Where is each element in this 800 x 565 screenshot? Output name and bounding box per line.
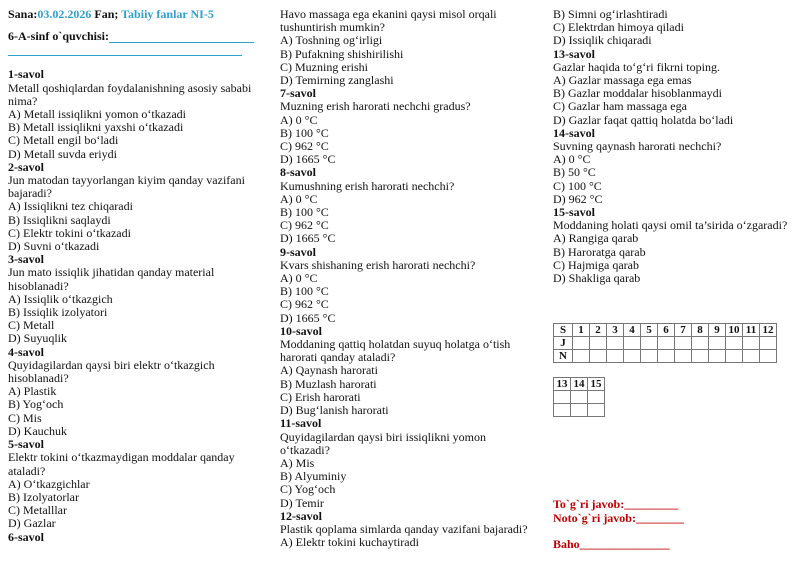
answer-grid-2 [553, 377, 605, 417]
subject-label: Fan [94, 7, 115, 21]
grid-answer-cell[interactable] [624, 337, 641, 350]
answer-grid-1 [553, 323, 777, 363]
answer-option[interactable]: C) Muzning erishi [280, 59, 368, 74]
answer-option[interactable]: A) Mis [280, 455, 315, 470]
question-block [280, 417, 535, 509]
answer-option[interactable]: C) Metalllar [8, 503, 67, 518]
question-number: 3-savol [8, 252, 44, 267]
grid-answer-cell[interactable] [554, 404, 571, 417]
grid-answer-cell[interactable] [571, 404, 588, 417]
question-block [280, 166, 535, 245]
question-number: 1-savol [8, 67, 44, 82]
question-block [553, 48, 793, 127]
question-block [8, 438, 258, 530]
grid-answer-cell[interactable] [571, 391, 588, 404]
student-label: 6-A-sinf o`quvchisi [8, 29, 106, 44]
grid-answer-cell[interactable] [709, 337, 726, 350]
grid-question-number: 3 [607, 324, 624, 337]
answer-option[interactable]: C) Erish harorati [280, 389, 361, 404]
grid-row [554, 404, 605, 417]
grid-answer-cell[interactable] [743, 337, 760, 350]
question-block [8, 161, 258, 253]
grid-question-number: 1 [573, 324, 590, 337]
question-number: 11-savol [280, 416, 322, 431]
answer-option[interactable]: D) Shakliga qarab [553, 271, 641, 286]
grid-question-number: 12 [760, 324, 777, 337]
grid-question-number: 4 [624, 324, 641, 337]
grid-row [554, 391, 605, 404]
answer-option[interactable]: A) Metall issiqlikni yomon o‘tkazadi [8, 107, 186, 122]
answer-option[interactable]: B) Haroratga qarab [553, 244, 646, 259]
answer-option[interactable]: B) 100 °C [280, 284, 329, 299]
grid-question-number: 7 [675, 324, 692, 337]
grid-answer-cell[interactable] [675, 337, 692, 350]
question-block [8, 253, 258, 345]
column-3-questions [553, 8, 793, 285]
grid-question-number: 9 [709, 324, 726, 337]
answer-option[interactable]: B) Pufakning shishirilishi [280, 46, 404, 61]
answer-option[interactable]: C) 962 °C [280, 297, 329, 312]
grid-answer-cell[interactable] [658, 350, 675, 363]
question-block [280, 246, 535, 325]
answer-option[interactable]: C) Yog‘och [280, 482, 336, 497]
question-text: Kumushning erish harorati nechchi? [280, 178, 455, 193]
answer-option[interactable]: B) Muzlash harorati [280, 376, 377, 391]
student-line: 6-A-sinf o`quvchisi: [8, 30, 258, 43]
header-line: Sana:03.02.2026 Fan; Tabiiy fanlar NI-5 [8, 7, 214, 21]
grid-question-number: 15 [588, 378, 605, 391]
answer-option[interactable]: C) Metall [8, 318, 55, 333]
question-block [8, 346, 258, 438]
grid-answer-cell[interactable] [607, 350, 624, 363]
grid-answer-cell[interactable] [760, 337, 777, 350]
question-number: 5-savol [8, 437, 44, 452]
question-block [280, 8, 535, 87]
wrong-answers-field[interactable]: Noto`g`ri javob:________ [553, 511, 684, 525]
answer-option[interactable]: B) Metall issiqlikni yaxshi o‘tkazadi [8, 120, 184, 135]
answer-option[interactable]: A) Issiqlikni tez chiqaradi [8, 199, 133, 214]
question-text: Quyidagilardan qaysi biri issiqlikni yomon o‘tkazadi? [280, 429, 486, 457]
grid-row-label: J [554, 337, 573, 350]
answer-option[interactable]: C) Hajmiga qarab [553, 257, 639, 272]
answer-option[interactable]: C) Metall engil bo‘ladi [8, 133, 119, 148]
grid-answer-cell[interactable] [607, 337, 624, 350]
answer-option[interactable]: B) Izolyatorlar [8, 489, 79, 504]
grade-field[interactable]: Baho_______________ [553, 537, 670, 551]
answer-option[interactable]: D) Metall suvda eriydi [8, 146, 117, 161]
answer-option[interactable]: B) Simni og‘irlashtiradi [553, 7, 668, 21]
question-block [280, 325, 535, 417]
question-text: Gazlar haqida to‘g‘ri fikrni toping. [553, 59, 720, 74]
answer-option[interactable]: C) Mis [8, 410, 42, 425]
answer-option[interactable]: D) Temirning zanglashi [280, 73, 394, 88]
grid-answer-cell[interactable] [641, 350, 658, 363]
grid-answer-cell[interactable] [726, 350, 743, 363]
grid-answer-cell[interactable] [590, 337, 607, 350]
answer-option[interactable]: A) Elektr tokini kuchaytiradi [280, 535, 419, 550]
answer-option[interactable]: A) Plastik [8, 384, 57, 399]
grid-row [554, 378, 605, 391]
date-label: Sana [8, 7, 34, 21]
question-text: Muzning erish harorati nechchi gradus? [280, 99, 471, 114]
answer-option[interactable]: A) 0 °C [280, 271, 318, 286]
answer-option[interactable]: B) Yog‘och [8, 397, 64, 412]
grid-answer-cell[interactable] [760, 350, 777, 363]
answer-option[interactable]: C) Gazlar ham massaga ega [553, 99, 687, 114]
answer-option[interactable]: D) Temir [280, 495, 324, 510]
grid-row [554, 337, 777, 350]
answer-option[interactable]: A) 0 °C [280, 191, 318, 206]
grid-question-number: 6 [658, 324, 675, 337]
answer-option[interactable]: D) 962 °C [553, 191, 603, 206]
column-1-questions [8, 68, 258, 543]
question-block [553, 206, 793, 285]
grid-answer-cell[interactable] [588, 404, 605, 417]
answer-option[interactable]: D) Gazlar faqat qattiq holatda bo‘ladi [553, 112, 734, 127]
question-block [553, 8, 793, 48]
question-text: Quyidagilardan qaysi biri elektr o‘tkazgich hisoblanadi? [8, 357, 215, 386]
grid-answer-cell[interactable] [743, 350, 760, 363]
grid-question-number: 2 [590, 324, 607, 337]
answer-option[interactable]: C) Elektr tokini o‘tkazadi [8, 225, 131, 240]
question-number: 2-savol [8, 159, 44, 174]
grid-question-number: 13 [554, 378, 571, 391]
column-3 [553, 8, 793, 285]
answer-option[interactable]: D) 1665 °C [280, 152, 336, 167]
answer-option[interactable]: B) Gazlar moddalar hisoblanmaydi [553, 86, 722, 101]
grid-answer-cell[interactable] [573, 337, 590, 350]
grid-answer-cell[interactable] [658, 337, 675, 350]
question-text: Jun matodan tayyorlangan kiyim qanday vazifani bajaradi? [8, 173, 245, 201]
question-number: 15-savol [553, 205, 595, 220]
grid-row-label: S [554, 324, 573, 337]
grid-answer-cell[interactable] [554, 391, 571, 404]
grid-answer-cell[interactable] [709, 350, 726, 363]
answer-option[interactable]: A) 0 °C [280, 112, 318, 127]
question-number: 6-savol [8, 529, 44, 544]
question-number: 7-savol [280, 86, 316, 101]
column-2-questions [280, 8, 535, 549]
grid-row-label: N [554, 350, 573, 363]
answer-option[interactable]: B) 100 °C [280, 205, 329, 220]
question-block [280, 510, 535, 550]
answer-option[interactable]: D) 1665 °C [280, 310, 336, 325]
answer-option[interactable]: B) 100 °C [280, 125, 329, 140]
question-text: Plastik qoplama simlarda qanday vazifani bajaradi? [280, 521, 528, 536]
answer-option[interactable]: C) Elektrdan himoya qiladi [553, 20, 684, 35]
question-text: Moddaning holati qaysi omil ta’sirida o‘zgaradi? [553, 218, 788, 233]
question-text: Elektr tokini o‘tkazmaydigan moddalar qanday ataladi? [8, 450, 235, 478]
grid-question-number: 10 [726, 324, 743, 337]
question-number: 10-savol [280, 323, 322, 338]
grid-answer-cell[interactable] [590, 350, 607, 363]
question-block [8, 531, 258, 544]
answer-option[interactable]: C) 962 °C [280, 218, 329, 233]
column-1 [8, 8, 258, 544]
grid-question-number: 14 [571, 378, 588, 391]
grid-row [554, 350, 777, 363]
answer-option[interactable]: A) Toshning og‘irligi [280, 33, 383, 48]
grid-answer-cell[interactable] [692, 350, 709, 363]
student-name-line[interactable] [8, 43, 242, 56]
subject-value: Tabiiy fanlar NI-5 [121, 7, 214, 21]
answer-option[interactable]: D) Kauchuk [8, 423, 67, 438]
answer-option[interactable]: D) Suyuqlik [8, 331, 68, 346]
answer-option[interactable]: A) Qaynash harorati [280, 363, 378, 378]
grid-question-number: 8 [692, 324, 709, 337]
answer-option[interactable]: B) Alyuminiy [280, 469, 347, 484]
answer-option[interactable]: B) Issiqlikni saqlaydi [8, 212, 111, 227]
grid-answer-cell[interactable] [675, 350, 692, 363]
grid-answer-cell[interactable] [624, 350, 641, 363]
answer-option[interactable]: A) O‘tkazgichlar [8, 476, 90, 491]
column-2 [280, 8, 535, 549]
question-number: 8-savol [280, 165, 316, 180]
question-text: Moddaning qattiq holatdan suyuq holatga o‘tish harorati qanday ataladi? [280, 337, 511, 365]
question-text: Kvars shishaning erish harorati nechchi? [280, 257, 476, 272]
question-number: 13-savol [553, 46, 595, 61]
grid-answer-cell[interactable] [641, 337, 658, 350]
question-text: Metall qoshiqlardan foydalanishning asosiy sababi nima? [8, 80, 252, 108]
answer-option[interactable]: D) 1665 °C [280, 231, 336, 246]
answer-option[interactable]: D) Issiqlik chiqaradi [553, 33, 652, 48]
answer-option[interactable]: B) 50 °C [553, 165, 596, 180]
student-name-field[interactable] [109, 31, 254, 43]
answer-option[interactable]: A) Rangiga qarab [553, 231, 639, 246]
answer-option[interactable]: C) 962 °C [280, 139, 329, 154]
grid-answer-cell[interactable] [573, 350, 590, 363]
answer-option[interactable]: A) Gazlar massaga ega emas [553, 73, 692, 88]
question-text: Havo massaga ega ekanini qaysi misol orqali tushuntirish mumkin? [280, 7, 497, 35]
grid-row [554, 324, 777, 337]
question-block [553, 127, 793, 206]
question-block [8, 68, 258, 160]
grid-question-number: 5 [641, 324, 658, 337]
answer-option[interactable]: A) Issiqlik o‘tkazgich [8, 291, 113, 306]
date-value: 03.02.2026 [37, 7, 92, 21]
question-number: 12-savol [280, 508, 322, 523]
answer-option[interactable]: A) 0 °C [553, 152, 591, 167]
question-number: 9-savol [280, 244, 316, 259]
answer-option[interactable]: D) Gazlar [8, 516, 56, 531]
question-number: 14-savol [553, 125, 595, 140]
answer-option[interactable]: C) 100 °C [553, 178, 602, 193]
question-text: Jun mato issiqlik jihatidan qanday material hisoblanadi? [8, 265, 215, 293]
question-text: Suvning qaynash harorati nechchi? [553, 139, 722, 154]
question-number: 4-savol [8, 344, 44, 359]
question-block [280, 87, 535, 166]
correct-answers-field[interactable]: To`g`ri javob:_________ [553, 497, 679, 511]
answer-option[interactable]: D) Bug‘lanish harorati [280, 403, 389, 418]
answer-option[interactable]: B) Issiqlik izolyatori [8, 305, 108, 320]
grid-answer-cell[interactable] [588, 391, 605, 404]
grid-answer-cell[interactable] [692, 337, 709, 350]
grid-question-number: 11 [743, 324, 760, 337]
grid-answer-cell[interactable] [726, 337, 743, 350]
answer-option[interactable]: D) Suvni o‘tkazadi [8, 239, 100, 254]
